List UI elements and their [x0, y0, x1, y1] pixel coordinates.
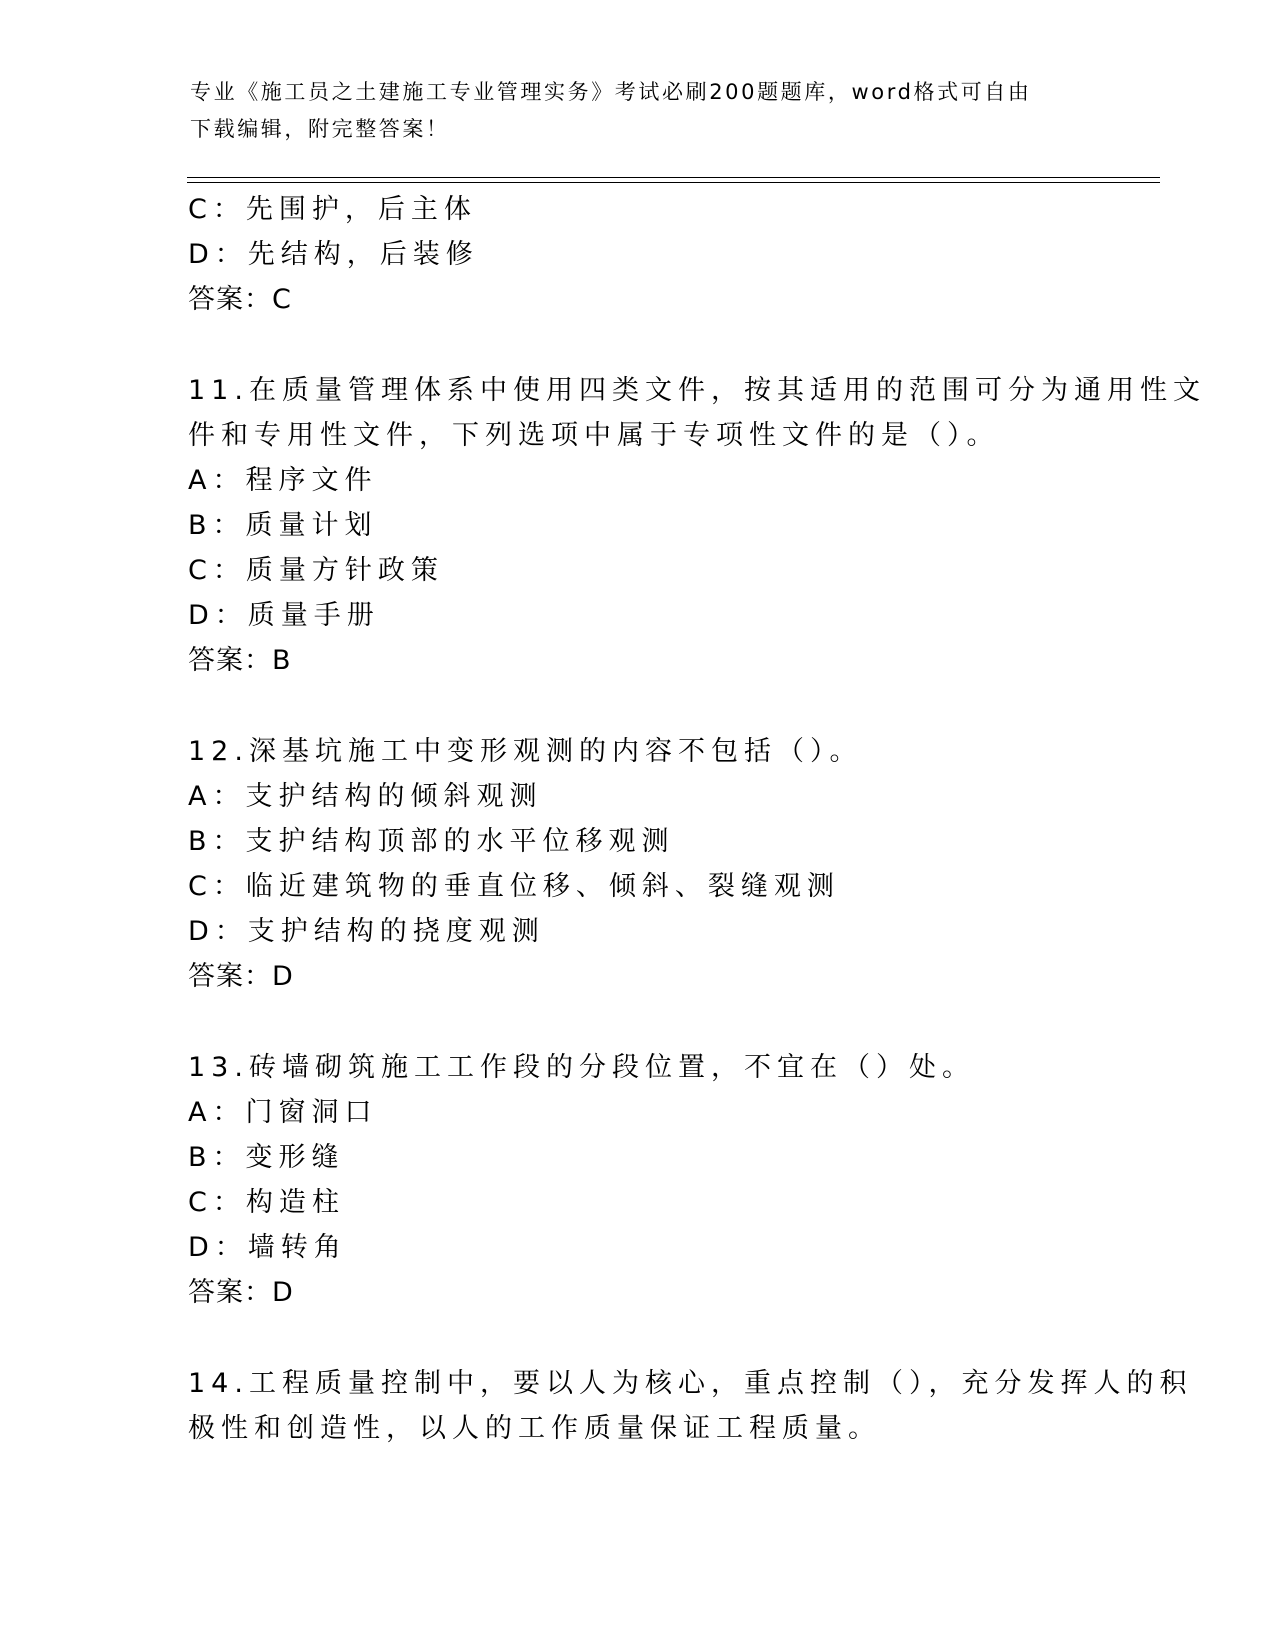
question-11-option-d: D：质量手册: [188, 600, 380, 631]
question-11-answer: 答案：B: [188, 645, 292, 676]
question-13-option-b: B：变形缝: [188, 1142, 345, 1173]
question-11-stem-line-2: 件和专用性文件，下列选项中属于专项性文件的是（）。: [188, 420, 1000, 451]
question-14-stem-line-1: 14.工程质量控制中，要以人为核心，重点控制（），充分发挥人的积: [188, 1368, 1193, 1399]
question-12-option-d: D：支护结构的挠度观测: [188, 916, 545, 947]
question-12-option-a: A：支护结构的倾斜观测: [188, 781, 543, 812]
option-c: C：先围护，后主体: [188, 194, 477, 225]
question-11-option-c: C：质量方针政策: [188, 555, 444, 586]
question-11-option-a: A：程序文件: [188, 465, 378, 496]
question-12-stem-line-1: 12.深基坑施工中变形观测的内容不包括（）。: [188, 736, 863, 767]
answer: 答案：C: [188, 284, 292, 315]
option-d: D：先结构，后装修: [188, 239, 479, 270]
question-12-option-b: B：支护结构顶部的水平位移观测: [188, 826, 675, 857]
question-13-option-c: C：构造柱: [188, 1187, 345, 1218]
header-rule-bottom: [187, 182, 1160, 183]
header-rule-top: [187, 177, 1160, 178]
header-line-1: 专业《施工员之土建施工专业管理实务》考试必刷200题题库，word格式可自由: [190, 80, 1032, 104]
question-13-option-a: A：门窗洞口: [188, 1097, 378, 1128]
question-12-option-c: C：临近建筑物的垂直位移、倾斜、裂缝观测: [188, 871, 840, 902]
question-11-option-b: B：质量计划: [188, 510, 378, 541]
question-13-stem-line-1: 13.砖墙砌筑施工工作段的分段位置，不宜在（）处。: [188, 1052, 975, 1083]
question-13-option-d: D：墙转角: [188, 1232, 347, 1263]
question-12-answer: 答案：D: [188, 961, 294, 992]
header-line-2: 下载编辑，附完整答案！: [190, 117, 450, 141]
question-13-answer: 答案：D: [188, 1277, 294, 1308]
question-11-stem-line-1: 11.在质量管理体系中使用四类文件，按其适用的范围可分为通用性文: [188, 375, 1206, 406]
question-14-stem-line-2: 极性和创造性，以人的工作质量保证工程质量。: [188, 1413, 881, 1444]
